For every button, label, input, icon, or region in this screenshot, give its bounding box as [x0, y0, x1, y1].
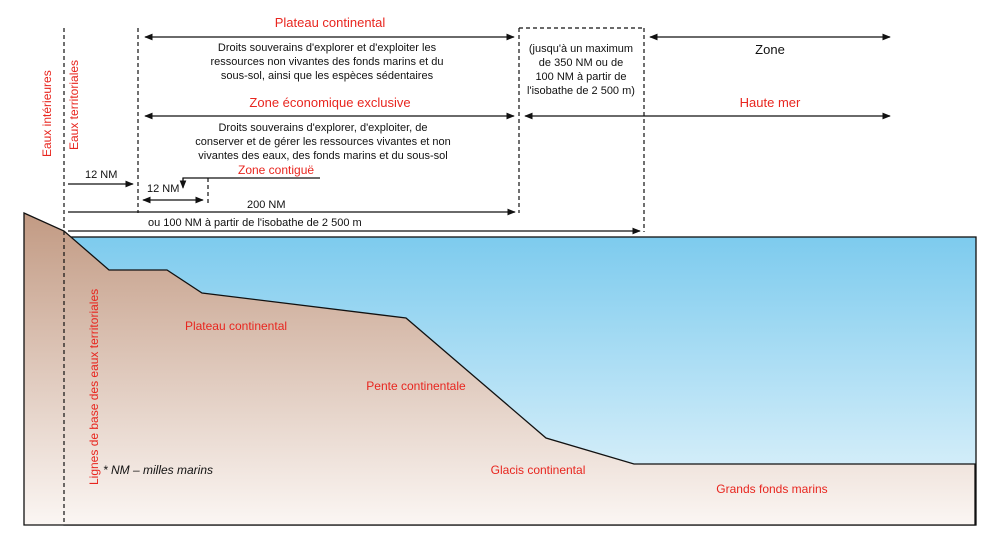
plateau-desc-line-2: ressources non vivantes des fonds marins et du: [210, 56, 444, 68]
jusqua-line-2: de 350 NM ou de: [538, 57, 624, 69]
zone-contigue-label: Zone contiguë: [238, 163, 315, 177]
plateau-desc-line-3: sous-sol, ainsi que les espèces sédentaires: [220, 70, 434, 82]
eaux-territoriales-label: Eaux territoriales: [67, 59, 81, 150]
zone-label: Zone: [755, 42, 785, 57]
grands-fonds-marins-label: Grands fonds marins: [716, 482, 828, 496]
range-arrows: [68, 37, 890, 231]
zee-title: Zone économique exclusive: [249, 95, 411, 110]
nm100-isobathe-label: ou 100 NM à partir de l'isobathe de 2 500 m: [148, 217, 362, 229]
zee-desc-line-3: vivantes des eaux, des fonds marins et du sous-sol: [198, 150, 448, 162]
nm200-label: 200 NM: [247, 199, 286, 211]
contiguous-12nm-label: 12 NM: [147, 183, 180, 195]
jusqua-line-1: (jusqu'à un maximum: [528, 43, 634, 55]
plateau-continental-title: Plateau continental: [274, 15, 386, 30]
haute-mer-label: Haute mer: [739, 95, 801, 110]
pente-continentale-label: Pente continentale: [366, 379, 466, 393]
jusqua-line-4: l'isobathe de 2 500 m): [527, 85, 635, 97]
eaux-interieures-label: Eaux intérieures: [40, 70, 54, 157]
plateau-continental-floor-label: Plateau continental: [184, 319, 288, 333]
zee-desc-line-1: Droits souverains d'explorer, d'exploiter, de: [218, 122, 428, 134]
nm-note: * NM – milles marins: [103, 463, 214, 477]
jusqua-line-3: 100 NM à partir de: [535, 71, 627, 83]
lignes-de-base-label: Lignes de base des eaux territoriales: [87, 288, 101, 485]
glacis-continental-label: Glacis continental: [490, 463, 586, 477]
territorial-12nm-label: 12 NM: [85, 169, 118, 181]
zone-contigue-leader: [183, 178, 320, 187]
zee-desc-line-2: conserver et de gérer les ressources vivantes et non: [195, 136, 451, 148]
plateau-desc-line-1: Droits souverains d'explorer et d'exploiter les: [217, 42, 437, 54]
